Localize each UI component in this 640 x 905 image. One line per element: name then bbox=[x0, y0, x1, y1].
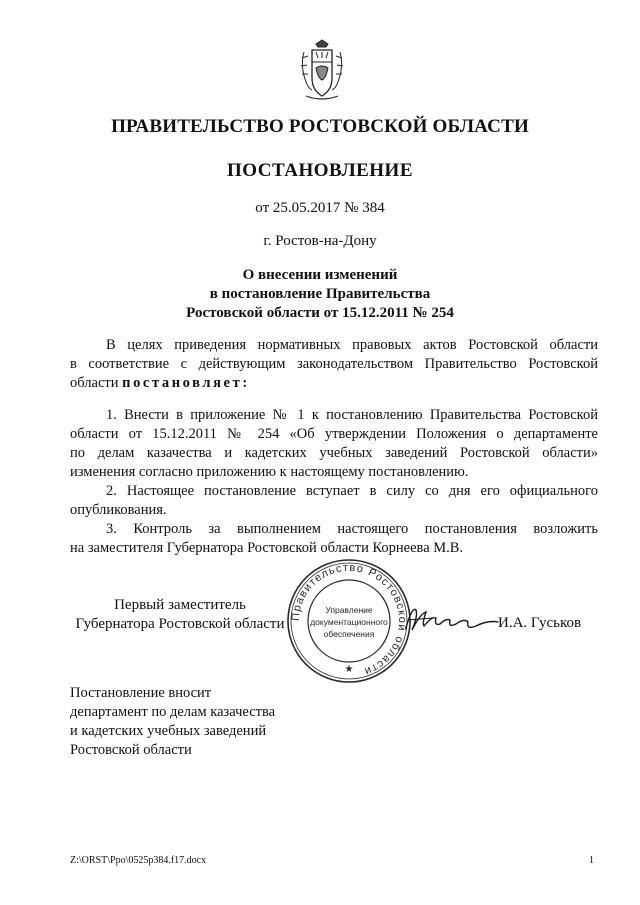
preamble-line: В целях приведения нормативных правовых актов Ростовской области bbox=[106, 337, 598, 353]
stamp-center-text: документационного bbox=[310, 617, 388, 627]
item-line: опубликования. bbox=[70, 502, 167, 518]
item-1-paragraph bbox=[70, 406, 598, 482]
footer-file-path: Z:\ORST\Ppo\0525p384.f17.docx bbox=[70, 855, 207, 866]
item-line: 1. Внести в приложение № 1 к постановлению Правительства Ростовской bbox=[106, 407, 598, 423]
submitter-line: Постановление вносит bbox=[70, 685, 212, 701]
preamble-line bbox=[70, 374, 598, 393]
submitter-line: и кадетских учебных заведений bbox=[70, 723, 267, 739]
subject-line: Ростовской области от 15.12.2011 № 254 bbox=[186, 305, 454, 321]
submitter-block bbox=[70, 684, 275, 760]
item-line: 2. Настоящее постановление вступает в силу со дня его официального bbox=[106, 483, 598, 499]
coat-of-arms-icon bbox=[296, 38, 348, 102]
official-stamp bbox=[286, 558, 412, 684]
stamp-ring-text: Правительство Ростовской области bbox=[289, 561, 409, 678]
item-line: по делам казачества и кадетских учебных заведений Ростовской области» bbox=[70, 445, 598, 461]
subject-line: в постановление Правительства bbox=[209, 286, 431, 302]
preamble-line: в соответствие с действующим законодательством Правительство Ростовской bbox=[70, 356, 598, 372]
resolves-word: постановляет: bbox=[122, 375, 250, 391]
stamp-star-icon: ★ bbox=[344, 664, 354, 675]
item-2-paragraph bbox=[70, 482, 598, 520]
document-date-number: от 25.05.2017 № 384 bbox=[255, 200, 385, 216]
signatory-title-line: Губернатора Ростовской области bbox=[75, 616, 285, 632]
item-line: изменения согласно приложению к настоящему постановлению. bbox=[70, 464, 469, 480]
signatory-title bbox=[70, 596, 290, 634]
submitter-line: Ростовской области bbox=[70, 742, 192, 758]
handwritten-signature bbox=[402, 600, 502, 640]
item-line: области от 15.12.2011 № 254 «Об утверждении Положения о департаменте bbox=[70, 426, 598, 442]
footer-page-number: 1 bbox=[589, 855, 594, 866]
stamp-center-text: Управление bbox=[325, 605, 373, 615]
item-3-paragraph bbox=[70, 520, 598, 558]
document-city: г. Ростов-на-Дону bbox=[263, 233, 377, 249]
document-type: ПОСТАНОВЛЕНИЕ bbox=[226, 160, 414, 181]
stamp-center-text: обеспечения bbox=[323, 629, 375, 639]
item-line: на заместителя Губернатора Ростовской области Корнеева М.В. bbox=[70, 540, 464, 556]
subject-line: О внесении изменений bbox=[242, 267, 398, 283]
organization-title: ПРАВИТЕЛЬСТВО РОСТОВСКОЙ ОБЛАСТИ bbox=[111, 116, 529, 137]
preamble-line-start: области bbox=[70, 375, 119, 391]
signatory-title-line: Первый заместитель bbox=[114, 597, 246, 613]
item-line: 3. Контроль за выполнением настоящего постановления возложить bbox=[106, 521, 598, 537]
submitter-line: департамент по делам казачества bbox=[70, 704, 276, 720]
document-subject bbox=[0, 266, 640, 323]
preamble-paragraph bbox=[70, 336, 598, 393]
signatory-name: И.А. Гуськов bbox=[498, 615, 582, 631]
